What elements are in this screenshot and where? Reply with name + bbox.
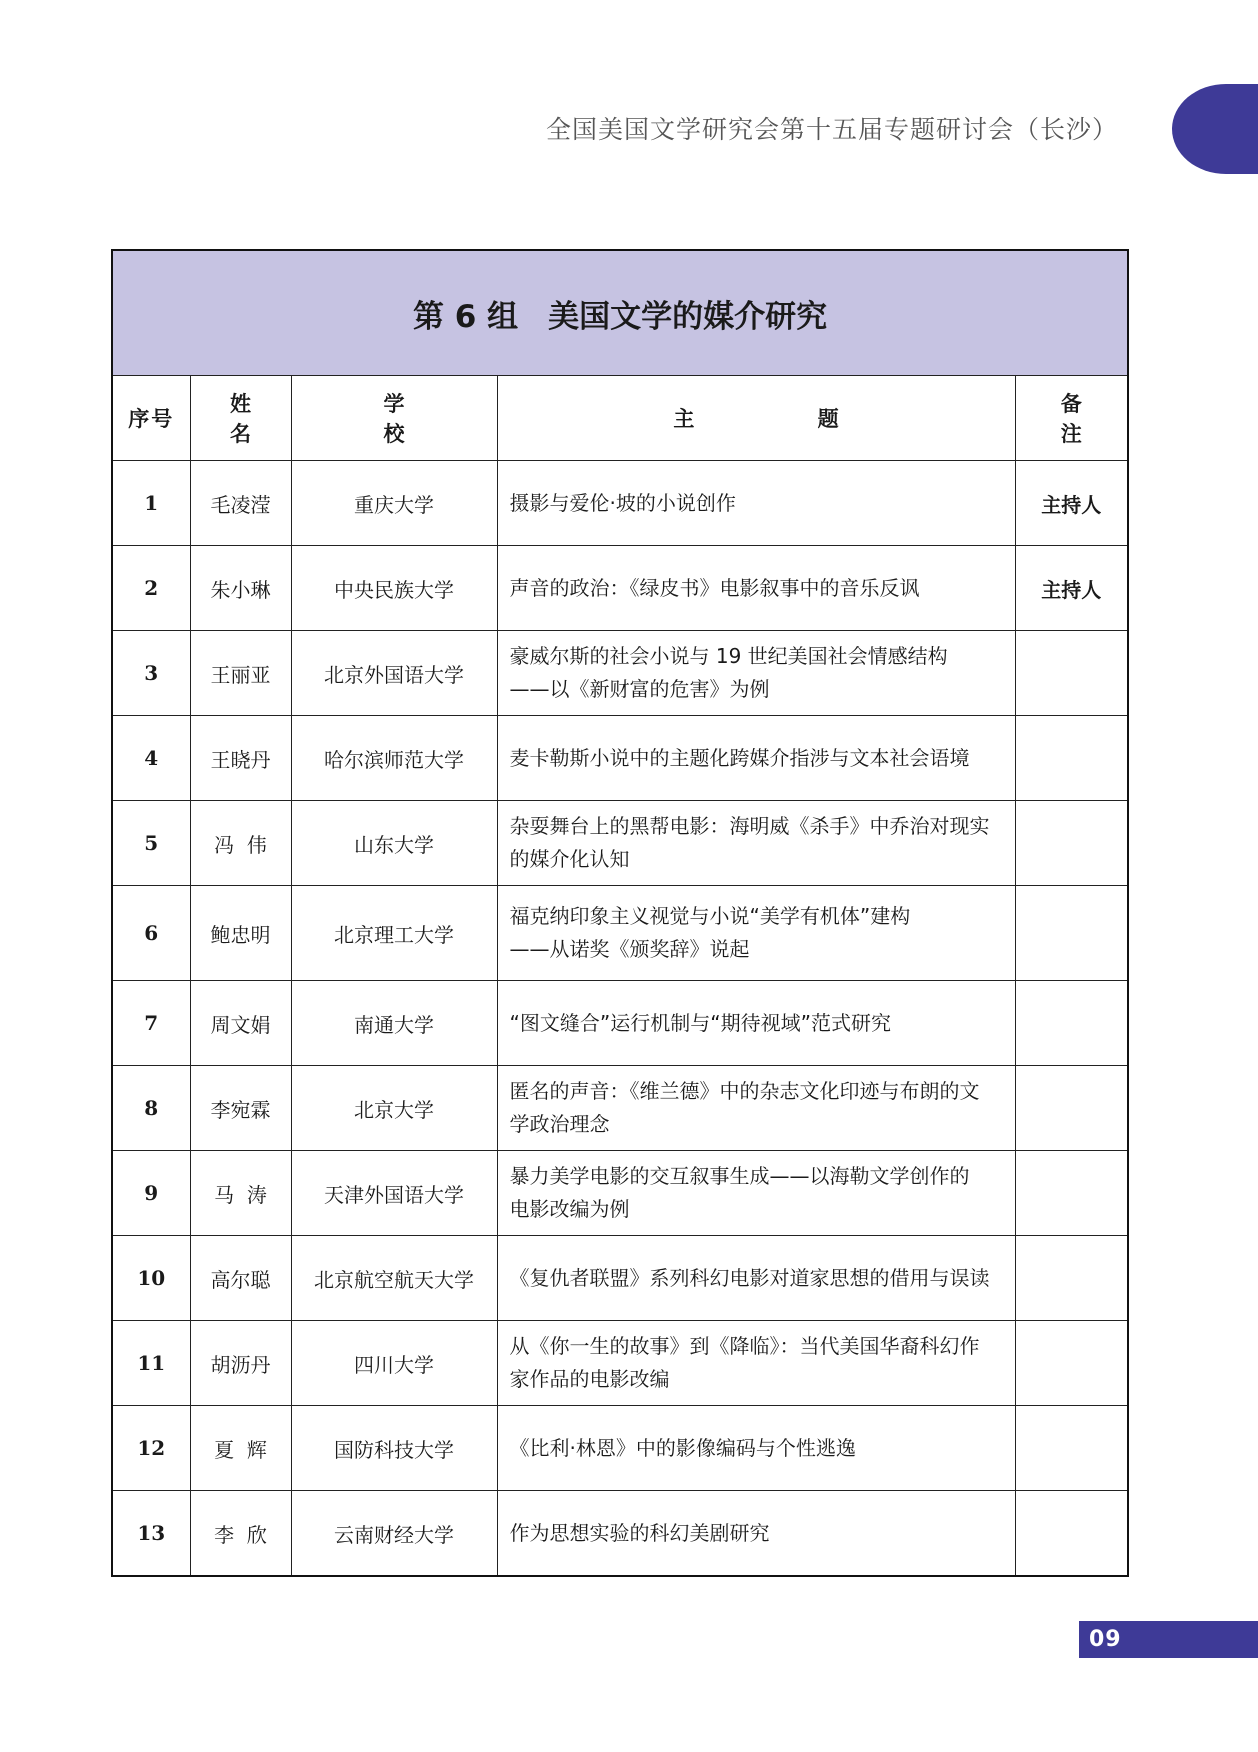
table-row: [112, 546, 1128, 631]
row-note: [1015, 1491, 1128, 1577]
topic-line: ——以《新财富的危害》为例: [509, 677, 770, 701]
table-row: [112, 631, 1128, 716]
presentation-topic: [497, 886, 1015, 981]
participant-school: 中央民族大学: [291, 546, 497, 631]
participant-school: 重庆大学: [291, 461, 497, 546]
presentation-topic: [497, 546, 1015, 631]
topic-line: 麦卡勒斯小说中的主题化跨媒介指涉与文本社会语境: [509, 745, 970, 770]
row-note: [1015, 1151, 1128, 1236]
participant-name: 李宛霖: [190, 1066, 291, 1151]
table-row: [112, 886, 1128, 981]
topic-line: 从《你一生的故事》到《降临》：当代美国华裔科幻作: [509, 1334, 980, 1358]
row-note: 主持人: [1015, 546, 1128, 631]
participant-name: 朱小琳: [190, 546, 291, 631]
row-note: [1015, 1406, 1128, 1491]
participant-school: 哈尔滨师范大学: [291, 716, 497, 801]
row-number: 1: [112, 461, 190, 546]
participant-school: 南通大学: [291, 981, 497, 1066]
table-row: [112, 1491, 1128, 1577]
topic-line: 家作品的电影改编: [509, 1367, 670, 1391]
header-note: 备 注: [1015, 376, 1128, 461]
participant-name: 鲍忠明: [190, 886, 291, 981]
participant-name: 胡沥丹: [190, 1321, 291, 1406]
row-note: [1015, 886, 1128, 981]
row-number: 11: [112, 1321, 190, 1406]
table-body: [112, 461, 1128, 1577]
schedule-table-container: [111, 249, 1127, 1577]
row-note: [1015, 801, 1128, 886]
topic-line: 《比利·林恩》中的影像编码与个性逃逸: [509, 1435, 856, 1460]
presentation-topic: [497, 981, 1015, 1066]
group-title: 美国文学的媒介研究: [548, 298, 828, 335]
participant-school: 天津外国语大学: [291, 1151, 497, 1236]
topic-line: 摄影与爱伦·坡的小说创作: [509, 490, 736, 515]
participant-name: 周文娟: [190, 981, 291, 1066]
row-number: 2: [112, 546, 190, 631]
participant-name: 高尔聪: [190, 1236, 291, 1321]
topic-line: ——从诺奖《颁奖辞》说起: [509, 937, 750, 961]
participant-school: 山东大学: [291, 801, 497, 886]
header-school: 学 校: [291, 376, 497, 461]
presentation-topic: [497, 716, 1015, 801]
table-row: [112, 981, 1128, 1066]
participant-school: 北京大学: [291, 1066, 497, 1151]
header-topic: 主 题: [497, 376, 1015, 461]
row-number: 13: [112, 1491, 190, 1577]
presentation-topic: [497, 1406, 1015, 1491]
row-number: 12: [112, 1406, 190, 1491]
header-name: 姓 名: [190, 376, 291, 461]
participant-name: 马 涛: [190, 1151, 291, 1236]
table-row: [112, 461, 1128, 546]
row-note: [1015, 716, 1128, 801]
row-note: [1015, 1321, 1128, 1406]
topic-line: 的媒介化认知: [509, 847, 630, 871]
presentation-topic: [497, 631, 1015, 716]
participant-school: 国防科技大学: [291, 1406, 497, 1491]
row-number: 10: [112, 1236, 190, 1321]
participant-name: 毛凌滢: [190, 461, 291, 546]
topic-line: 电影改编为例: [509, 1197, 630, 1221]
group-label: 第 6 组: [412, 298, 519, 335]
table-row: [112, 1321, 1128, 1406]
table-row: [112, 1151, 1128, 1236]
table-header-row: [112, 376, 1128, 461]
page-number: 09: [1079, 1621, 1258, 1658]
row-number: 6: [112, 886, 190, 981]
topic-line: 学政治理念: [509, 1112, 610, 1136]
row-note: [1015, 1066, 1128, 1151]
participant-name: 夏 辉: [190, 1406, 291, 1491]
topic-line: 杂耍舞台上的黑帮电影：海明威《杀手》中乔治对现实: [509, 814, 990, 838]
participant-school: 北京理工大学: [291, 886, 497, 981]
table-row: [112, 716, 1128, 801]
topic-line: “图文缝合”运行机制与“期待视域”范式研究: [509, 1010, 891, 1035]
row-number: 9: [112, 1151, 190, 1236]
presentation-topic: [497, 461, 1015, 546]
schedule-table: [111, 249, 1129, 1577]
participant-school: 北京航空航天大学: [291, 1236, 497, 1321]
header-number: 序号: [112, 376, 190, 461]
table-row: [112, 801, 1128, 886]
topic-line: 声音的政治：《绿皮书》电影叙事中的音乐反讽: [509, 575, 920, 600]
row-number: 3: [112, 631, 190, 716]
topic-line: 福克纳印象主义视觉与小说“美学有机体”建构: [509, 904, 911, 928]
topic-line: 匿名的声音：《维兰德》中的杂志文化印迹与布朗的文: [509, 1079, 980, 1103]
presentation-topic: [497, 1321, 1015, 1406]
participant-name: 王丽亚: [190, 631, 291, 716]
presentation-topic: [497, 1151, 1015, 1236]
table-title-row: [112, 250, 1128, 376]
row-number: 7: [112, 981, 190, 1066]
table-title-cell: [112, 250, 1128, 376]
presentation-topic: [497, 1491, 1015, 1577]
row-note: [1015, 631, 1128, 716]
row-number: 4: [112, 716, 190, 801]
row-note: 主持人: [1015, 461, 1128, 546]
presentation-topic: [497, 1236, 1015, 1321]
topic-line: 作为思想实验的科幻美剧研究: [509, 1520, 770, 1545]
participant-name: 李 欣: [190, 1491, 291, 1577]
table-row: [112, 1406, 1128, 1491]
participant-name: 王晓丹: [190, 716, 291, 801]
participant-school: 云南财经大学: [291, 1491, 497, 1577]
corner-tab-decoration: [1172, 84, 1258, 174]
topic-line: 豪威尔斯的社会小说与 19 世纪美国社会情感结构: [509, 644, 948, 668]
topic-line: 暴力美学电影的交互叙事生成——以海勒文学创作的: [509, 1164, 970, 1188]
row-number: 8: [112, 1066, 190, 1151]
presentation-topic: [497, 801, 1015, 886]
presentation-topic: [497, 1066, 1015, 1151]
participant-school: 北京外国语大学: [291, 631, 497, 716]
participant-school: 四川大学: [291, 1321, 497, 1406]
participant-name: 冯 伟: [190, 801, 291, 886]
row-note: [1015, 981, 1128, 1066]
topic-line: 《复仇者联盟》系列科幻电影对道家思想的借用与误读: [509, 1265, 990, 1290]
page-header-title: 全国美国文学研究会第十五届专题研讨会（长沙）: [545, 115, 1118, 144]
table-row: [112, 1066, 1128, 1151]
row-number: 5: [112, 801, 190, 886]
row-note: [1015, 1236, 1128, 1321]
table-row: [112, 1236, 1128, 1321]
